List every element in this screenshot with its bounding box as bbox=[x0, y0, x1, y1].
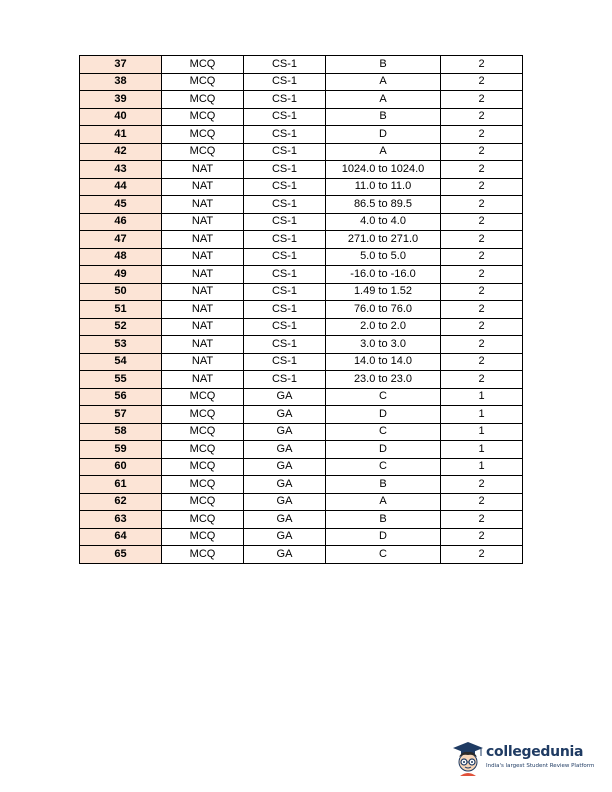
table-row bbox=[80, 546, 523, 564]
question-number-cell: 58 bbox=[80, 423, 162, 441]
answer-key-cell: 76.0 to 76.0 bbox=[326, 301, 441, 319]
question-type-cell: MCQ bbox=[162, 458, 244, 476]
question-number-cell: 64 bbox=[80, 528, 162, 546]
logo-tagline: India's largest Student Review Platform bbox=[486, 763, 595, 769]
section-cell: CS-1 bbox=[244, 143, 326, 161]
answer-key-cell: 1024.0 to 1024.0 bbox=[326, 161, 441, 179]
answer-key-cell: 11.0 to 11.0 bbox=[326, 178, 441, 196]
question-type-cell: MCQ bbox=[162, 56, 244, 74]
marks-cell: 2 bbox=[441, 353, 523, 371]
table-row bbox=[80, 178, 523, 196]
section-cell: GA bbox=[244, 441, 326, 459]
question-type-cell: MCQ bbox=[162, 143, 244, 161]
question-type-cell: MCQ bbox=[162, 493, 244, 511]
table-row bbox=[80, 56, 523, 74]
section-cell: CS-1 bbox=[244, 178, 326, 196]
question-number-cell: 38 bbox=[80, 73, 162, 91]
answer-key-cell: C bbox=[326, 546, 441, 564]
question-type-cell: NAT bbox=[162, 161, 244, 179]
section-cell: CS-1 bbox=[244, 371, 326, 389]
question-type-cell: MCQ bbox=[162, 91, 244, 109]
answer-key-cell: D bbox=[326, 406, 441, 424]
question-number-cell: 56 bbox=[80, 388, 162, 406]
section-cell: CS-1 bbox=[244, 231, 326, 249]
question-number-cell: 37 bbox=[80, 56, 162, 74]
marks-cell: 2 bbox=[441, 493, 523, 511]
section-cell: GA bbox=[244, 406, 326, 424]
question-type-cell: MCQ bbox=[162, 73, 244, 91]
question-number-cell: 43 bbox=[80, 161, 162, 179]
section-cell: GA bbox=[244, 493, 326, 511]
marks-cell: 2 bbox=[441, 248, 523, 266]
table-row bbox=[80, 371, 523, 389]
section-cell: CS-1 bbox=[244, 73, 326, 91]
table-row bbox=[80, 406, 523, 424]
answer-key-cell: 3.0 to 3.0 bbox=[326, 336, 441, 354]
answer-key-cell: A bbox=[326, 143, 441, 161]
table-row bbox=[80, 441, 523, 459]
answer-key-cell: B bbox=[326, 108, 441, 126]
answer-key-cell: 86.5 to 89.5 bbox=[326, 196, 441, 214]
question-type-cell: MCQ bbox=[162, 126, 244, 144]
section-cell: CS-1 bbox=[244, 266, 326, 284]
answer-key-cell: D bbox=[326, 441, 441, 459]
question-number-cell: 54 bbox=[80, 353, 162, 371]
answer-key-cell: C bbox=[326, 423, 441, 441]
table-row bbox=[80, 336, 523, 354]
table-row bbox=[80, 353, 523, 371]
section-cell: GA bbox=[244, 528, 326, 546]
table-row bbox=[80, 266, 523, 284]
section-cell: CS-1 bbox=[244, 301, 326, 319]
table-row bbox=[80, 231, 523, 249]
question-number-cell: 61 bbox=[80, 476, 162, 494]
question-type-cell: NAT bbox=[162, 266, 244, 284]
section-cell: CS-1 bbox=[244, 318, 326, 336]
section-cell: GA bbox=[244, 458, 326, 476]
marks-cell: 2 bbox=[441, 476, 523, 494]
section-cell: CS-1 bbox=[244, 283, 326, 301]
marks-cell: 2 bbox=[441, 73, 523, 91]
answer-key-cell: B bbox=[326, 511, 441, 529]
answer-key-cell: 14.0 to 14.0 bbox=[326, 353, 441, 371]
marks-cell: 2 bbox=[441, 301, 523, 319]
question-number-cell: 65 bbox=[80, 546, 162, 564]
question-number-cell: 47 bbox=[80, 231, 162, 249]
question-number-cell: 57 bbox=[80, 406, 162, 424]
answer-key-cell: C bbox=[326, 458, 441, 476]
table-row bbox=[80, 301, 523, 319]
question-type-cell: MCQ bbox=[162, 476, 244, 494]
question-type-cell: MCQ bbox=[162, 406, 244, 424]
question-type-cell: NAT bbox=[162, 371, 244, 389]
table-row bbox=[80, 196, 523, 214]
answer-key-cell: 2.0 to 2.0 bbox=[326, 318, 441, 336]
question-number-cell: 46 bbox=[80, 213, 162, 231]
table-row bbox=[80, 143, 523, 161]
section-cell: CS-1 bbox=[244, 161, 326, 179]
answer-key-cell: A bbox=[326, 73, 441, 91]
section-cell: CS-1 bbox=[244, 196, 326, 214]
answer-key-cell: D bbox=[326, 126, 441, 144]
question-number-cell: 40 bbox=[80, 108, 162, 126]
table-row bbox=[80, 388, 523, 406]
question-number-cell: 50 bbox=[80, 283, 162, 301]
question-type-cell: NAT bbox=[162, 196, 244, 214]
section-cell: CS-1 bbox=[244, 353, 326, 371]
answer-key-table bbox=[79, 55, 523, 564]
marks-cell: 2 bbox=[441, 178, 523, 196]
answer-key-cell: D bbox=[326, 528, 441, 546]
table-row bbox=[80, 458, 523, 476]
section-cell: CS-1 bbox=[244, 91, 326, 109]
answer-key-cell: A bbox=[326, 493, 441, 511]
table-row bbox=[80, 126, 523, 144]
marks-cell: 2 bbox=[441, 108, 523, 126]
table-row bbox=[80, 213, 523, 231]
answer-key-cell: C bbox=[326, 388, 441, 406]
collegedunia-logo bbox=[452, 741, 602, 777]
question-number-cell: 44 bbox=[80, 178, 162, 196]
question-number-cell: 63 bbox=[80, 511, 162, 529]
marks-cell: 2 bbox=[441, 318, 523, 336]
question-type-cell: MCQ bbox=[162, 441, 244, 459]
marks-cell: 1 bbox=[441, 388, 523, 406]
answer-key-rows bbox=[80, 56, 523, 564]
question-type-cell: NAT bbox=[162, 231, 244, 249]
section-cell: GA bbox=[244, 546, 326, 564]
question-number-cell: 45 bbox=[80, 196, 162, 214]
answer-key-cell: 271.0 to 271.0 bbox=[326, 231, 441, 249]
section-cell: GA bbox=[244, 423, 326, 441]
question-number-cell: 39 bbox=[80, 91, 162, 109]
section-cell: CS-1 bbox=[244, 126, 326, 144]
question-type-cell: NAT bbox=[162, 213, 244, 231]
question-type-cell: NAT bbox=[162, 178, 244, 196]
marks-cell: 2 bbox=[441, 371, 523, 389]
marks-cell: 1 bbox=[441, 458, 523, 476]
table-row bbox=[80, 73, 523, 91]
marks-cell: 2 bbox=[441, 231, 523, 249]
question-type-cell: MCQ bbox=[162, 546, 244, 564]
answer-key-cell: 4.0 to 4.0 bbox=[326, 213, 441, 231]
question-number-cell: 55 bbox=[80, 371, 162, 389]
table-row bbox=[80, 161, 523, 179]
question-type-cell: NAT bbox=[162, 318, 244, 336]
table-row bbox=[80, 423, 523, 441]
marks-cell: 2 bbox=[441, 511, 523, 529]
section-cell: CS-1 bbox=[244, 56, 326, 74]
marks-cell: 2 bbox=[441, 126, 523, 144]
answer-key-cell: B bbox=[326, 56, 441, 74]
section-cell: CS-1 bbox=[244, 336, 326, 354]
table-row bbox=[80, 283, 523, 301]
section-cell: GA bbox=[244, 476, 326, 494]
question-number-cell: 41 bbox=[80, 126, 162, 144]
answer-key-cell: B bbox=[326, 476, 441, 494]
table-row bbox=[80, 248, 523, 266]
marks-cell: 2 bbox=[441, 528, 523, 546]
marks-cell: 2 bbox=[441, 213, 523, 231]
marks-cell: 2 bbox=[441, 283, 523, 301]
marks-cell: 2 bbox=[441, 56, 523, 74]
table-row bbox=[80, 493, 523, 511]
answer-key-cell: 23.0 to 23.0 bbox=[326, 371, 441, 389]
table-row bbox=[80, 511, 523, 529]
answer-key-cell: -16.0 to -16.0 bbox=[326, 266, 441, 284]
marks-cell: 2 bbox=[441, 196, 523, 214]
graduate-mascot-icon bbox=[452, 741, 484, 777]
question-number-cell: 62 bbox=[80, 493, 162, 511]
table-row bbox=[80, 528, 523, 546]
question-type-cell: MCQ bbox=[162, 388, 244, 406]
question-number-cell: 52 bbox=[80, 318, 162, 336]
question-type-cell: NAT bbox=[162, 353, 244, 371]
section-cell: GA bbox=[244, 511, 326, 529]
question-number-cell: 48 bbox=[80, 248, 162, 266]
question-number-cell: 59 bbox=[80, 441, 162, 459]
question-type-cell: MCQ bbox=[162, 511, 244, 529]
marks-cell: 2 bbox=[441, 546, 523, 564]
answer-key-cell: 1.49 to 1.52 bbox=[326, 283, 441, 301]
question-number-cell: 49 bbox=[80, 266, 162, 284]
table-row bbox=[80, 318, 523, 336]
logo-wordmark: collegedunia bbox=[486, 744, 584, 760]
question-type-cell: NAT bbox=[162, 283, 244, 301]
section-cell: GA bbox=[244, 388, 326, 406]
marks-cell: 1 bbox=[441, 441, 523, 459]
question-type-cell: MCQ bbox=[162, 528, 244, 546]
question-number-cell: 51 bbox=[80, 301, 162, 319]
section-cell: CS-1 bbox=[244, 108, 326, 126]
marks-cell: 2 bbox=[441, 161, 523, 179]
marks-cell: 1 bbox=[441, 406, 523, 424]
marks-cell: 1 bbox=[441, 423, 523, 441]
question-number-cell: 60 bbox=[80, 458, 162, 476]
answer-key-cell: 5.0 to 5.0 bbox=[326, 248, 441, 266]
marks-cell: 2 bbox=[441, 91, 523, 109]
table-row bbox=[80, 91, 523, 109]
question-type-cell: MCQ bbox=[162, 423, 244, 441]
question-type-cell: NAT bbox=[162, 301, 244, 319]
marks-cell: 2 bbox=[441, 143, 523, 161]
question-type-cell: MCQ bbox=[162, 108, 244, 126]
section-cell: CS-1 bbox=[244, 213, 326, 231]
marks-cell: 2 bbox=[441, 266, 523, 284]
answer-key-cell: A bbox=[326, 91, 441, 109]
table-row bbox=[80, 108, 523, 126]
question-type-cell: NAT bbox=[162, 336, 244, 354]
section-cell: CS-1 bbox=[244, 248, 326, 266]
question-number-cell: 42 bbox=[80, 143, 162, 161]
table-row bbox=[80, 476, 523, 494]
question-number-cell: 53 bbox=[80, 336, 162, 354]
marks-cell: 2 bbox=[441, 336, 523, 354]
question-type-cell: NAT bbox=[162, 248, 244, 266]
